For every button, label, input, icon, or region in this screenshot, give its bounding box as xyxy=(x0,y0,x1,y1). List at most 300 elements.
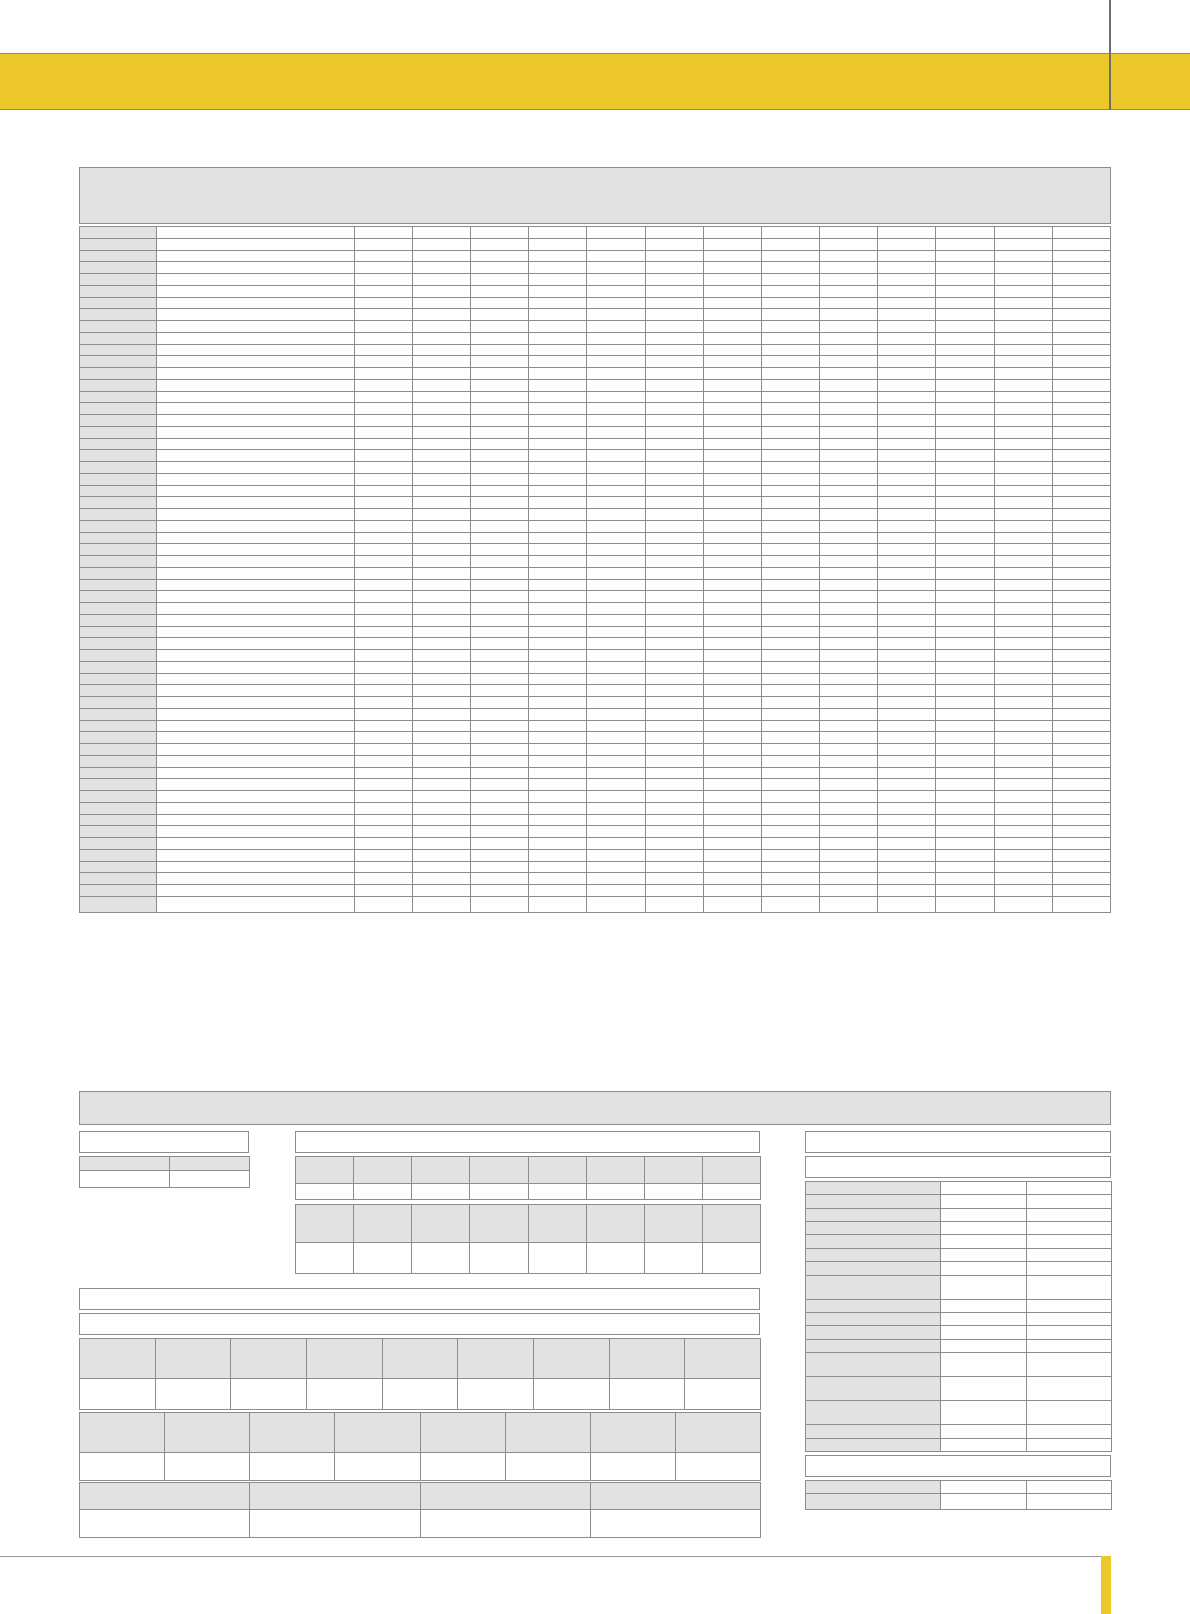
main-table-cell xyxy=(1052,861,1110,873)
main-table-cell xyxy=(471,685,529,697)
main-table-cell xyxy=(645,826,703,838)
main-table-cell xyxy=(354,814,412,826)
middle-b-row xyxy=(296,1243,761,1274)
main-table-cell xyxy=(471,462,529,474)
main-table-cell xyxy=(587,309,645,321)
main-table-cell xyxy=(157,744,355,756)
main-table-cell xyxy=(354,779,412,791)
main-table-cell xyxy=(994,309,1052,321)
main-table-cell xyxy=(703,838,761,850)
main-table-cell xyxy=(878,614,936,626)
main-table-cell xyxy=(703,791,761,803)
main-table-cell xyxy=(936,826,994,838)
main-table-cell xyxy=(645,497,703,509)
main-table-row xyxy=(80,473,1111,485)
main-table-cell xyxy=(412,238,470,250)
main-table-cell xyxy=(471,368,529,380)
lower-b-cell xyxy=(675,1413,760,1453)
main-table-cell xyxy=(471,415,529,427)
main-table-cell xyxy=(994,638,1052,650)
main-table-cell xyxy=(471,379,529,391)
main-table-cell xyxy=(878,767,936,779)
middle-a-cell xyxy=(412,1157,470,1184)
main-table-cell xyxy=(645,873,703,885)
main-table-cell xyxy=(529,520,587,532)
main-table-cell xyxy=(1052,426,1110,438)
main-table-cell xyxy=(1052,708,1110,720)
main-table-cell xyxy=(761,638,819,650)
main-table-cell xyxy=(761,614,819,626)
main-table-cell xyxy=(645,708,703,720)
main-table-cell xyxy=(587,896,645,912)
main-table-cell xyxy=(80,791,157,803)
main-table-cell xyxy=(471,873,529,885)
main-table-cell xyxy=(587,250,645,262)
main-table-cell xyxy=(471,603,529,615)
main-table-cell xyxy=(1052,579,1110,591)
main-table-cell xyxy=(587,802,645,814)
main-table-cell xyxy=(412,567,470,579)
main-table-row xyxy=(80,755,1111,767)
main-table-cell xyxy=(80,227,157,239)
main-table-cell xyxy=(471,309,529,321)
main-table-cell xyxy=(703,509,761,521)
main-table-cell xyxy=(529,356,587,368)
main-table-cell xyxy=(994,285,1052,297)
main-table-cell xyxy=(354,509,412,521)
main-table-cell xyxy=(761,332,819,344)
main-table-cell xyxy=(1052,826,1110,838)
main-table-header xyxy=(79,167,1111,224)
main-table-cell xyxy=(936,767,994,779)
main-table-cell xyxy=(412,838,470,850)
main-table-cell xyxy=(471,732,529,744)
main-table-cell xyxy=(703,274,761,286)
main-table-cell xyxy=(645,849,703,861)
main-table-cell xyxy=(820,532,878,544)
main-table-cell xyxy=(354,450,412,462)
main-table-cell xyxy=(820,720,878,732)
main-table-cell xyxy=(645,579,703,591)
main-table-cell xyxy=(878,567,936,579)
main-table-cell xyxy=(936,697,994,709)
main-table-cell xyxy=(994,838,1052,850)
main-table-cell xyxy=(157,344,355,356)
main-table-cell xyxy=(878,779,936,791)
main-table-cell xyxy=(157,814,355,826)
main-table-cell xyxy=(761,450,819,462)
main-table-row xyxy=(80,520,1111,532)
main-table-cell xyxy=(471,426,529,438)
middle-a-cell xyxy=(470,1184,528,1200)
main-table-cell xyxy=(878,250,936,262)
main-table-cell xyxy=(157,368,355,380)
main-table-cell xyxy=(80,238,157,250)
main-table-cell xyxy=(994,321,1052,333)
main-table-cell xyxy=(645,697,703,709)
main-table-cell xyxy=(412,321,470,333)
main-table-cell xyxy=(529,227,587,239)
main-table-cell xyxy=(354,497,412,509)
middle-a-cell xyxy=(412,1184,470,1200)
main-table-cell xyxy=(878,274,936,286)
main-table-row xyxy=(80,297,1111,309)
main-table-cell xyxy=(80,262,157,274)
main-table-cell xyxy=(761,274,819,286)
lower-b-row xyxy=(80,1413,761,1453)
right-table-cell xyxy=(941,1326,1027,1339)
main-table-cell xyxy=(157,473,355,485)
right-small-cell xyxy=(941,1494,1027,1510)
right-table-cell xyxy=(1027,1262,1112,1275)
main-table-cell xyxy=(471,485,529,497)
main-table-cell xyxy=(994,403,1052,415)
main-table-cell xyxy=(645,650,703,662)
main-table-cell xyxy=(936,673,994,685)
main-table-cell xyxy=(471,826,529,838)
main-table-cell xyxy=(994,368,1052,380)
main-table-cell xyxy=(529,379,587,391)
main-table-cell xyxy=(761,567,819,579)
main-table-cell xyxy=(80,462,157,474)
lower-b-cell xyxy=(505,1453,590,1481)
main-table-cell xyxy=(703,309,761,321)
main-table-cell xyxy=(354,462,412,474)
main-table-cell xyxy=(994,509,1052,521)
main-table-cell xyxy=(412,591,470,603)
main-table-cell xyxy=(1052,732,1110,744)
main-table-cell xyxy=(994,438,1052,450)
main-table-row xyxy=(80,567,1111,579)
main-table-cell xyxy=(878,285,936,297)
right-table-row xyxy=(806,1312,1112,1325)
right-table-cell xyxy=(941,1208,1027,1221)
main-table-cell xyxy=(529,885,587,897)
main-table-cell xyxy=(354,250,412,262)
main-table-cell xyxy=(703,779,761,791)
main-table-cell xyxy=(471,767,529,779)
main-table-cell xyxy=(354,579,412,591)
main-table-cell xyxy=(471,838,529,850)
main-table-cell xyxy=(412,344,470,356)
lower-a-row xyxy=(80,1339,761,1379)
right-table-cell xyxy=(941,1377,1027,1401)
main-table-cell xyxy=(354,767,412,779)
main-table-cell xyxy=(587,285,645,297)
middle-a-cell xyxy=(296,1184,354,1200)
main-table-cell xyxy=(994,603,1052,615)
lower-a-cell xyxy=(382,1379,458,1410)
main-table-cell xyxy=(354,332,412,344)
main-table-cell xyxy=(936,579,994,591)
right-table-row xyxy=(806,1353,1112,1377)
main-table-cell xyxy=(529,838,587,850)
main-table-cell xyxy=(820,826,878,838)
main-table-cell xyxy=(820,861,878,873)
main-table-cell xyxy=(587,509,645,521)
main-table-cell xyxy=(471,297,529,309)
main-table-cell xyxy=(936,556,994,568)
main-table-cell xyxy=(936,426,994,438)
lower-a-cell xyxy=(685,1339,761,1379)
right-table-cell xyxy=(1027,1222,1112,1235)
right-table-cell xyxy=(941,1182,1027,1195)
main-table-cell xyxy=(820,579,878,591)
main-table-cell xyxy=(529,673,587,685)
main-table-cell xyxy=(471,544,529,556)
main-table-cell xyxy=(412,603,470,615)
main-table-cell xyxy=(820,661,878,673)
main-table-cell xyxy=(1052,544,1110,556)
main-table-cell xyxy=(703,661,761,673)
main-table-row xyxy=(80,497,1111,509)
main-table-cell xyxy=(1052,661,1110,673)
right-table-cell xyxy=(941,1195,1027,1208)
main-table-cell xyxy=(471,321,529,333)
main-table-cell xyxy=(471,227,529,239)
main-table-cell xyxy=(412,767,470,779)
main-table-cell xyxy=(80,415,157,427)
main-table-row xyxy=(80,861,1111,873)
main-table-cell xyxy=(703,732,761,744)
main-table-cell xyxy=(354,838,412,850)
main-table-cell xyxy=(412,861,470,873)
middle-a-cell xyxy=(644,1184,702,1200)
main-table-cell xyxy=(936,450,994,462)
right-table-cell xyxy=(941,1299,1027,1312)
main-table-cell xyxy=(587,332,645,344)
main-table-cell xyxy=(994,356,1052,368)
main-table-cell xyxy=(471,356,529,368)
main-table-cell xyxy=(412,532,470,544)
main-table-cell xyxy=(587,603,645,615)
main-table-cell xyxy=(645,509,703,521)
main-table-cell xyxy=(80,603,157,615)
main-table-cell xyxy=(820,520,878,532)
main-table-cell xyxy=(878,685,936,697)
main-table-cell xyxy=(994,661,1052,673)
main-table-cell xyxy=(80,344,157,356)
main-table-cell xyxy=(645,332,703,344)
main-table-cell xyxy=(587,638,645,650)
main-table-cell xyxy=(412,885,470,897)
left-small-cell xyxy=(170,1171,250,1188)
main-table-cell xyxy=(587,497,645,509)
main-table-cell xyxy=(820,556,878,568)
main-table-cell xyxy=(412,497,470,509)
main-table-cell xyxy=(936,238,994,250)
main-table-cell xyxy=(412,368,470,380)
main-table-cell xyxy=(587,415,645,427)
main-table-cell xyxy=(587,426,645,438)
main-table-cell xyxy=(529,391,587,403)
main-table-cell xyxy=(761,661,819,673)
main-table-cell xyxy=(157,661,355,673)
main-table-cell xyxy=(471,708,529,720)
main-table-cell xyxy=(820,791,878,803)
main-table-cell xyxy=(587,861,645,873)
main-table-cell xyxy=(761,309,819,321)
main-table-cell xyxy=(157,379,355,391)
main-table-cell xyxy=(354,532,412,544)
main-table-cell xyxy=(471,262,529,274)
main-table-cell xyxy=(936,591,994,603)
main-table-cell xyxy=(1052,697,1110,709)
main-table-cell xyxy=(529,274,587,286)
main-table-cell xyxy=(761,227,819,239)
main-table-cell xyxy=(587,708,645,720)
main-table-cell xyxy=(157,755,355,767)
main-table-cell xyxy=(761,250,819,262)
main-table-cell xyxy=(412,697,470,709)
main-table-cell xyxy=(354,274,412,286)
main-table-cell xyxy=(936,509,994,521)
main-table-cell xyxy=(878,297,936,309)
main-table-row xyxy=(80,556,1111,568)
main-table-cell xyxy=(471,591,529,603)
main-table-cell xyxy=(878,450,936,462)
right-table-row xyxy=(806,1182,1112,1195)
main-table-cell xyxy=(1052,285,1110,297)
main-table-cell xyxy=(412,520,470,532)
main-table-cell xyxy=(703,896,761,912)
main-table-cell xyxy=(703,238,761,250)
main-table-row xyxy=(80,661,1111,673)
main-table-cell xyxy=(761,861,819,873)
main-table-cell xyxy=(354,426,412,438)
main-table-row xyxy=(80,321,1111,333)
main-table-cell xyxy=(157,415,355,427)
main-table-row xyxy=(80,826,1111,838)
main-table-cell xyxy=(471,697,529,709)
main-table-cell xyxy=(1052,791,1110,803)
main-table-cell xyxy=(878,262,936,274)
main-table-cell xyxy=(412,473,470,485)
main-table-cell xyxy=(936,896,994,912)
main-table-cell xyxy=(412,826,470,838)
main-table-cell xyxy=(80,755,157,767)
main-table-cell xyxy=(936,415,994,427)
main-table-cell xyxy=(645,861,703,873)
main-table-cell xyxy=(878,661,936,673)
main-table-cell xyxy=(994,379,1052,391)
main-table-cell xyxy=(529,814,587,826)
main-table-cell xyxy=(471,520,529,532)
main-table-cell xyxy=(354,473,412,485)
main-table-cell xyxy=(645,673,703,685)
main-table-cell xyxy=(994,755,1052,767)
main-table-cell xyxy=(157,356,355,368)
main-table-cell xyxy=(936,685,994,697)
main-table-cell xyxy=(703,450,761,462)
main-table-cell xyxy=(761,767,819,779)
main-table-cell xyxy=(1052,779,1110,791)
right-table-cell xyxy=(806,1222,941,1235)
left-small-row xyxy=(80,1157,250,1171)
main-table-cell xyxy=(157,391,355,403)
right-table-cell xyxy=(806,1299,941,1312)
main-table-cell xyxy=(471,779,529,791)
main-table-cell xyxy=(994,556,1052,568)
main-table-cell xyxy=(529,791,587,803)
lower-a-cell xyxy=(80,1339,156,1379)
main-table-cell xyxy=(994,532,1052,544)
main-table-cell xyxy=(878,755,936,767)
main-table-cell xyxy=(994,814,1052,826)
main-table-cell xyxy=(645,450,703,462)
main-table-cell xyxy=(994,849,1052,861)
lower-c-row xyxy=(80,1510,761,1538)
middle-b-cell xyxy=(586,1243,644,1274)
main-table-cell xyxy=(878,379,936,391)
main-table-cell xyxy=(1052,415,1110,427)
main-table-cell xyxy=(80,426,157,438)
main-table-cell xyxy=(645,755,703,767)
main-table-cell xyxy=(936,356,994,368)
main-table-cell xyxy=(529,485,587,497)
right-table-cell xyxy=(941,1438,1027,1451)
right-table-cell xyxy=(941,1312,1027,1325)
main-table-cell xyxy=(820,885,878,897)
main-table-cell xyxy=(878,744,936,756)
main-table-cell xyxy=(936,638,994,650)
main-table-cell xyxy=(703,250,761,262)
main-table-cell xyxy=(994,462,1052,474)
main-table-cell xyxy=(1052,767,1110,779)
main-table-cell xyxy=(645,685,703,697)
main-table-cell xyxy=(471,814,529,826)
main-table-cell xyxy=(703,708,761,720)
middle-b-cell xyxy=(354,1243,412,1274)
main-table-cell xyxy=(703,497,761,509)
main-table-cell xyxy=(471,661,529,673)
lower-c-cell xyxy=(250,1483,420,1510)
main-table-cell xyxy=(936,544,994,556)
main-data-table xyxy=(79,226,1111,913)
main-table-cell xyxy=(157,403,355,415)
main-table-cell xyxy=(703,650,761,662)
main-table-cell xyxy=(587,755,645,767)
main-table-cell xyxy=(587,650,645,662)
main-table-row xyxy=(80,603,1111,615)
main-table-cell xyxy=(80,673,157,685)
main-table-cell xyxy=(157,532,355,544)
main-table-cell xyxy=(1052,332,1110,344)
main-table-cell xyxy=(529,426,587,438)
main-table-cell xyxy=(645,626,703,638)
main-table-row xyxy=(80,614,1111,626)
main-table-cell xyxy=(645,309,703,321)
main-table-cell xyxy=(1052,520,1110,532)
main-table-cell xyxy=(529,285,587,297)
right-caption-box-1 xyxy=(805,1131,1111,1153)
main-table-cell xyxy=(471,450,529,462)
main-table-cell xyxy=(936,779,994,791)
main-table-cell xyxy=(471,755,529,767)
main-table-cell xyxy=(936,438,994,450)
main-table-row xyxy=(80,579,1111,591)
main-table-cell xyxy=(878,356,936,368)
lower-table-c xyxy=(79,1482,761,1538)
left-small-cell xyxy=(170,1157,250,1171)
main-table-row xyxy=(80,391,1111,403)
main-table-cell xyxy=(761,238,819,250)
main-table-cell xyxy=(587,591,645,603)
main-table-cell xyxy=(703,426,761,438)
right-table-cell xyxy=(806,1425,941,1438)
main-table-cell xyxy=(820,673,878,685)
main-table-cell xyxy=(529,767,587,779)
